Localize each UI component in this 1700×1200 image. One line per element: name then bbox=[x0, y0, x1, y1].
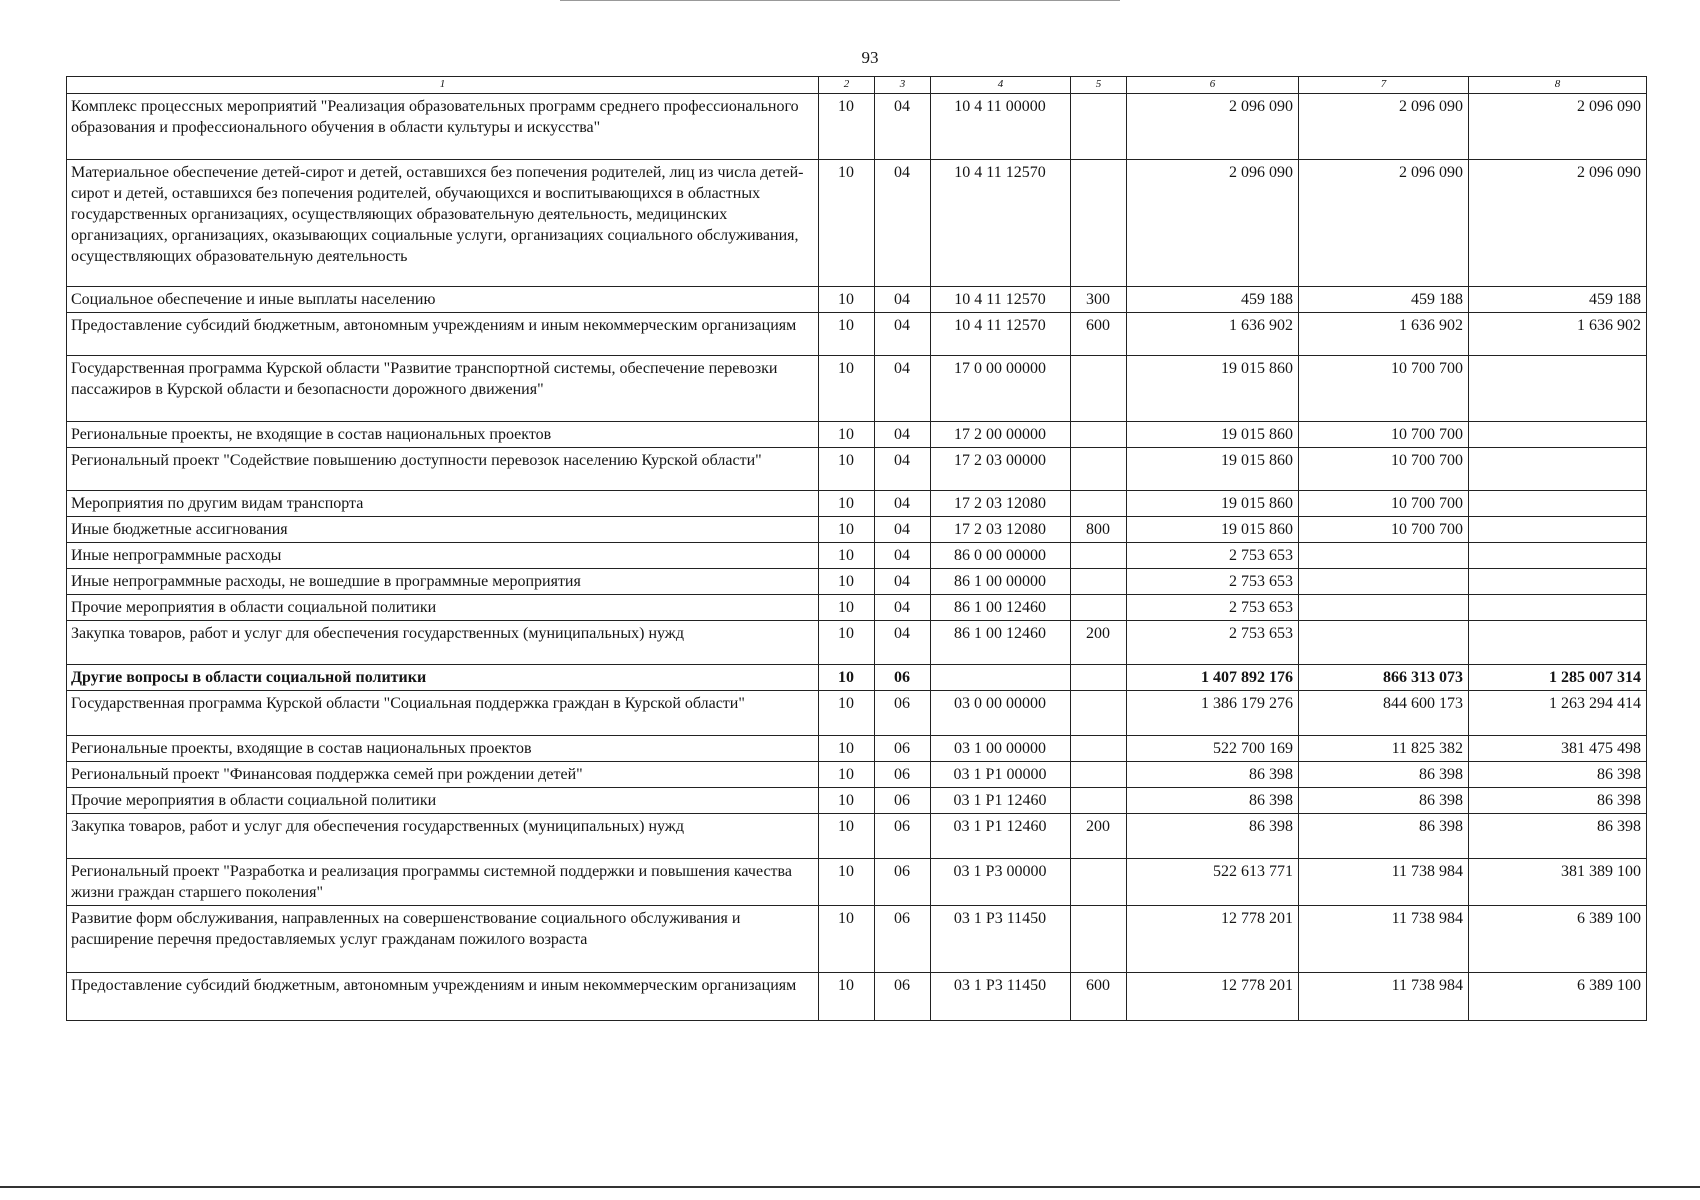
target-article-cell: 17 2 03 00000 bbox=[931, 448, 1071, 491]
amount-col6-cell: 86 398 bbox=[1127, 762, 1299, 788]
table-row bbox=[67, 94, 1647, 160]
expense-type-cell: 600 bbox=[1071, 313, 1127, 356]
amount-col8-cell: 1 636 902 bbox=[1469, 313, 1647, 356]
budget-table bbox=[66, 76, 1647, 1021]
subsection-code-cell: 04 bbox=[875, 491, 931, 517]
column-header: 4 bbox=[931, 77, 1071, 94]
amount-col7-cell bbox=[1299, 595, 1469, 621]
amount-col7-cell: 1 636 902 bbox=[1299, 313, 1469, 356]
subsection-code-cell: 06 bbox=[875, 691, 931, 736]
section-code-cell: 10 bbox=[819, 859, 875, 906]
section-code-cell: 10 bbox=[819, 906, 875, 973]
amount-col6-cell: 2 096 090 bbox=[1127, 94, 1299, 160]
target-article-cell: 17 2 00 00000 bbox=[931, 422, 1071, 448]
amount-col6-cell: 19 015 860 bbox=[1127, 517, 1299, 543]
amount-col7-cell: 10 700 700 bbox=[1299, 356, 1469, 422]
section-code-cell: 10 bbox=[819, 814, 875, 859]
amount-col6-cell: 459 188 bbox=[1127, 287, 1299, 313]
amount-col7-cell: 11 738 984 bbox=[1299, 859, 1469, 906]
table-row bbox=[67, 422, 1647, 448]
table-row bbox=[67, 691, 1647, 736]
target-article-cell: 03 1 P1 12460 bbox=[931, 814, 1071, 859]
page-number: 93 bbox=[861, 48, 879, 67]
amount-col8-cell: 6 389 100 bbox=[1469, 906, 1647, 973]
amount-col8-cell bbox=[1469, 569, 1647, 595]
expense-type-cell: 300 bbox=[1071, 287, 1127, 313]
target-article-cell bbox=[931, 665, 1071, 691]
amount-col7-cell bbox=[1299, 543, 1469, 569]
subsection-code-cell: 06 bbox=[875, 665, 931, 691]
amount-col8-cell bbox=[1469, 517, 1647, 543]
subsection-code-cell: 06 bbox=[875, 788, 931, 814]
row-name-cell: Предоставление субсидий бюджетным, автономным учреждениям и иным некоммерческим организациям bbox=[67, 313, 819, 356]
subsection-code-cell: 04 bbox=[875, 422, 931, 448]
section-code-cell: 10 bbox=[819, 788, 875, 814]
amount-col8-cell: 86 398 bbox=[1469, 762, 1647, 788]
amount-col8-cell bbox=[1469, 595, 1647, 621]
section-code-cell: 10 bbox=[819, 422, 875, 448]
table-row bbox=[67, 517, 1647, 543]
amount-col6-cell: 522 613 771 bbox=[1127, 859, 1299, 906]
expense-type-cell bbox=[1071, 491, 1127, 517]
amount-col8-cell: 86 398 bbox=[1469, 788, 1647, 814]
target-article-cell: 17 0 00 00000 bbox=[931, 356, 1071, 422]
table-row bbox=[67, 788, 1647, 814]
expense-type-cell bbox=[1071, 94, 1127, 160]
table-row bbox=[67, 665, 1647, 691]
section-code-cell: 10 bbox=[819, 313, 875, 356]
amount-col6-cell: 1 386 179 276 bbox=[1127, 691, 1299, 736]
target-article-cell: 86 1 00 12460 bbox=[931, 595, 1071, 621]
section-code-cell: 10 bbox=[819, 543, 875, 569]
table-row bbox=[67, 448, 1647, 491]
column-header: 5 bbox=[1071, 77, 1127, 94]
amount-col7-cell: 86 398 bbox=[1299, 762, 1469, 788]
section-code-cell: 10 bbox=[819, 762, 875, 788]
amount-col6-cell: 86 398 bbox=[1127, 788, 1299, 814]
subsection-code-cell: 04 bbox=[875, 448, 931, 491]
subsection-code-cell: 06 bbox=[875, 859, 931, 906]
subsection-code-cell: 04 bbox=[875, 517, 931, 543]
column-header: 2 bbox=[819, 77, 875, 94]
row-name-cell: Комплекс процессных мероприятий "Реализация образовательных программ среднего профессионального образования и профессионального обучения в области культуры и искусства" bbox=[67, 94, 819, 160]
amount-col8-cell bbox=[1469, 491, 1647, 517]
amount-col8-cell: 1 285 007 314 bbox=[1469, 665, 1647, 691]
amount-col6-cell: 12 778 201 bbox=[1127, 973, 1299, 1021]
row-name-cell: Региональные проекты, не входящие в состав национальных проектов bbox=[67, 422, 819, 448]
table-row bbox=[67, 621, 1647, 665]
amount-col6-cell: 2 753 653 bbox=[1127, 595, 1299, 621]
amount-col8-cell: 2 096 090 bbox=[1469, 160, 1647, 287]
target-article-cell: 03 1 P3 11450 bbox=[931, 906, 1071, 973]
amount-col6-cell: 19 015 860 bbox=[1127, 356, 1299, 422]
row-name-cell: Иные бюджетные ассигнования bbox=[67, 517, 819, 543]
scan-edge-line bbox=[560, 0, 1120, 1]
amount-col6-cell: 2 753 653 bbox=[1127, 569, 1299, 595]
amount-col6-cell: 2 753 653 bbox=[1127, 543, 1299, 569]
subsection-code-cell: 04 bbox=[875, 621, 931, 665]
target-article-cell: 03 1 P3 00000 bbox=[931, 859, 1071, 906]
amount-col7-cell: 10 700 700 bbox=[1299, 422, 1469, 448]
section-code-cell: 10 bbox=[819, 448, 875, 491]
table-body bbox=[67, 94, 1647, 1021]
amount-col6-cell: 12 778 201 bbox=[1127, 906, 1299, 973]
subsection-code-cell: 04 bbox=[875, 160, 931, 287]
table-row bbox=[67, 595, 1647, 621]
row-name-cell: Региональный проект "Разработка и реализация программы системной поддержки и повышения качества жизни граждан старшего поколения" bbox=[67, 859, 819, 906]
expense-type-cell bbox=[1071, 906, 1127, 973]
column-header: 3 bbox=[875, 77, 931, 94]
amount-col8-cell: 381 475 498 bbox=[1469, 736, 1647, 762]
column-header: 1 bbox=[67, 77, 819, 94]
budget-table-container bbox=[66, 76, 1646, 1021]
table-row bbox=[67, 287, 1647, 313]
row-name-cell: Иные непрограммные расходы bbox=[67, 543, 819, 569]
amount-col7-cell: 11 825 382 bbox=[1299, 736, 1469, 762]
row-name-cell: Развитие форм обслуживания, направленных на совершенствование социального обслуживания и расширение перечня предоставляемых услуг гражданам пожилого возраста bbox=[67, 906, 819, 973]
expense-type-cell: 800 bbox=[1071, 517, 1127, 543]
expense-type-cell bbox=[1071, 356, 1127, 422]
amount-col7-cell: 86 398 bbox=[1299, 788, 1469, 814]
table-row bbox=[67, 356, 1647, 422]
table-row bbox=[67, 160, 1647, 287]
amount-col7-cell: 11 738 984 bbox=[1299, 906, 1469, 973]
row-name-cell: Закупка товаров, работ и услуг для обеспечения государственных (муниципальных) нужд bbox=[67, 814, 819, 859]
amount-col8-cell bbox=[1469, 621, 1647, 665]
section-code-cell: 10 bbox=[819, 287, 875, 313]
row-name-cell: Материальное обеспечение детей-сирот и детей, оставшихся без попечения родителей, лиц из числа детей-сирот и детей, оставшихся без попечения родителей, обучающихся и воспитывающихся в областных государственных организациях, осуществляющих образовательную деятельность, медицинских организациях, организациях, оказывающих социальные услуги, организациях социального обслуживания, осуществляющих образовательную деятельность bbox=[67, 160, 819, 287]
subsection-code-cell: 04 bbox=[875, 287, 931, 313]
section-code-cell: 10 bbox=[819, 569, 875, 595]
expense-type-cell bbox=[1071, 569, 1127, 595]
row-name-cell: Закупка товаров, работ и услуг для обеспечения государственных (муниципальных) нужд bbox=[67, 621, 819, 665]
expense-type-cell bbox=[1071, 595, 1127, 621]
subsection-code-cell: 04 bbox=[875, 569, 931, 595]
row-name-cell: Региональные проекты, входящие в состав национальных проектов bbox=[67, 736, 819, 762]
amount-col6-cell: 19 015 860 bbox=[1127, 422, 1299, 448]
row-name-cell: Социальное обеспечение и иные выплаты населению bbox=[67, 287, 819, 313]
amount-col8-cell: 1 263 294 414 bbox=[1469, 691, 1647, 736]
amount-col7-cell bbox=[1299, 621, 1469, 665]
table-row bbox=[67, 569, 1647, 595]
column-header: 7 bbox=[1299, 77, 1469, 94]
amount-col8-cell bbox=[1469, 356, 1647, 422]
target-article-cell: 03 1 P1 12460 bbox=[931, 788, 1071, 814]
subsection-code-cell: 06 bbox=[875, 906, 931, 973]
subsection-code-cell: 06 bbox=[875, 762, 931, 788]
column-header: 8 bbox=[1469, 77, 1647, 94]
target-article-cell: 86 1 00 00000 bbox=[931, 569, 1071, 595]
amount-col8-cell: 86 398 bbox=[1469, 814, 1647, 859]
table-row bbox=[67, 313, 1647, 356]
amount-col6-cell: 2 096 090 bbox=[1127, 160, 1299, 287]
section-code-cell: 10 bbox=[819, 517, 875, 543]
amount-col6-cell: 19 015 860 bbox=[1127, 448, 1299, 491]
column-header: 6 bbox=[1127, 77, 1299, 94]
subsection-code-cell: 06 bbox=[875, 736, 931, 762]
subsection-code-cell: 06 bbox=[875, 973, 931, 1021]
expense-type-cell bbox=[1071, 762, 1127, 788]
amount-col7-cell: 866 313 073 bbox=[1299, 665, 1469, 691]
amount-col6-cell: 86 398 bbox=[1127, 814, 1299, 859]
section-code-cell: 10 bbox=[819, 491, 875, 517]
expense-type-cell bbox=[1071, 448, 1127, 491]
section-code-cell: 10 bbox=[819, 94, 875, 160]
row-name-cell: Государственная программа Курской области "Социальная поддержка граждан в Курской области" bbox=[67, 691, 819, 736]
amount-col8-cell: 459 188 bbox=[1469, 287, 1647, 313]
amount-col8-cell bbox=[1469, 543, 1647, 569]
amount-col6-cell: 1 407 892 176 bbox=[1127, 665, 1299, 691]
amount-col7-cell: 10 700 700 bbox=[1299, 448, 1469, 491]
row-name-cell: Региональный проект "Финансовая поддержка семей при рождении детей" bbox=[67, 762, 819, 788]
amount-col6-cell: 522 700 169 bbox=[1127, 736, 1299, 762]
expense-type-cell bbox=[1071, 160, 1127, 287]
row-name-cell: Другие вопросы в области социальной политики bbox=[67, 665, 819, 691]
table-row bbox=[67, 973, 1647, 1021]
amount-col8-cell bbox=[1469, 448, 1647, 491]
amount-col8-cell: 2 096 090 bbox=[1469, 94, 1647, 160]
subsection-code-cell: 04 bbox=[875, 356, 931, 422]
row-name-cell: Мероприятия по другим видам транспорта bbox=[67, 491, 819, 517]
row-name-cell: Предоставление субсидий бюджетным, автономным учреждениям и иным некоммерческим организациям bbox=[67, 973, 819, 1021]
expense-type-cell bbox=[1071, 788, 1127, 814]
amount-col6-cell: 19 015 860 bbox=[1127, 491, 1299, 517]
amount-col8-cell: 381 389 100 bbox=[1469, 859, 1647, 906]
amount-col7-cell: 10 700 700 bbox=[1299, 517, 1469, 543]
table-row bbox=[67, 906, 1647, 973]
amount-col7-cell: 10 700 700 bbox=[1299, 491, 1469, 517]
target-article-cell: 10 4 11 12570 bbox=[931, 160, 1071, 287]
expense-type-cell: 200 bbox=[1071, 621, 1127, 665]
section-code-cell: 10 bbox=[819, 595, 875, 621]
amount-col7-cell: 2 096 090 bbox=[1299, 94, 1469, 160]
expense-type-cell: 200 bbox=[1071, 814, 1127, 859]
expense-type-cell bbox=[1071, 543, 1127, 569]
target-article-cell: 86 1 00 12460 bbox=[931, 621, 1071, 665]
amount-col7-cell: 11 738 984 bbox=[1299, 973, 1469, 1021]
target-article-cell: 10 4 11 00000 bbox=[931, 94, 1071, 160]
amount-col6-cell: 2 753 653 bbox=[1127, 621, 1299, 665]
subsection-code-cell: 04 bbox=[875, 595, 931, 621]
table-row bbox=[67, 543, 1647, 569]
amount-col8-cell: 6 389 100 bbox=[1469, 973, 1647, 1021]
expense-type-cell: 600 bbox=[1071, 973, 1127, 1021]
row-name-cell: Прочие мероприятия в области социальной политики bbox=[67, 788, 819, 814]
target-article-cell: 03 1 P3 11450 bbox=[931, 973, 1071, 1021]
section-code-cell: 10 bbox=[819, 973, 875, 1021]
expense-type-cell bbox=[1071, 736, 1127, 762]
row-name-cell: Государственная программа Курской области "Развитие транспортной системы, обеспечение перевозки пассажиров в Курской области и безопасности дорожного движения" bbox=[67, 356, 819, 422]
table-row bbox=[67, 859, 1647, 906]
subsection-code-cell: 06 bbox=[875, 814, 931, 859]
expense-type-cell bbox=[1071, 665, 1127, 691]
target-article-cell: 03 1 P1 00000 bbox=[931, 762, 1071, 788]
amount-col8-cell bbox=[1469, 422, 1647, 448]
amount-col7-cell: 844 600 173 bbox=[1299, 691, 1469, 736]
target-article-cell: 86 0 00 00000 bbox=[931, 543, 1071, 569]
column-number-row bbox=[67, 77, 1647, 94]
subsection-code-cell: 04 bbox=[875, 543, 931, 569]
target-article-cell: 10 4 11 12570 bbox=[931, 313, 1071, 356]
table-row bbox=[67, 762, 1647, 788]
table-row bbox=[67, 491, 1647, 517]
section-code-cell: 10 bbox=[819, 621, 875, 665]
amount-col7-cell: 2 096 090 bbox=[1299, 160, 1469, 287]
amount-col7-cell: 459 188 bbox=[1299, 287, 1469, 313]
expense-type-cell bbox=[1071, 691, 1127, 736]
amount-col6-cell: 1 636 902 bbox=[1127, 313, 1299, 356]
section-code-cell: 10 bbox=[819, 665, 875, 691]
section-code-cell: 10 bbox=[819, 160, 875, 287]
section-code-cell: 10 bbox=[819, 736, 875, 762]
target-article-cell: 03 0 00 00000 bbox=[931, 691, 1071, 736]
table-row bbox=[67, 814, 1647, 859]
expense-type-cell bbox=[1071, 422, 1127, 448]
target-article-cell: 17 2 03 12080 bbox=[931, 517, 1071, 543]
target-article-cell: 10 4 11 12570 bbox=[931, 287, 1071, 313]
section-code-cell: 10 bbox=[819, 691, 875, 736]
row-name-cell: Иные непрограммные расходы, не вошедшие в программные мероприятия bbox=[67, 569, 819, 595]
target-article-cell: 17 2 03 12080 bbox=[931, 491, 1071, 517]
row-name-cell: Прочие мероприятия в области социальной политики bbox=[67, 595, 819, 621]
subsection-code-cell: 04 bbox=[875, 313, 931, 356]
scan-bottom-edge bbox=[0, 1186, 1700, 1188]
expense-type-cell bbox=[1071, 859, 1127, 906]
table-row bbox=[67, 736, 1647, 762]
target-article-cell: 03 1 00 00000 bbox=[931, 736, 1071, 762]
row-name-cell: Региональный проект "Содействие повышению доступности перевозок населению Курской области" bbox=[67, 448, 819, 491]
subsection-code-cell: 04 bbox=[875, 94, 931, 160]
amount-col7-cell bbox=[1299, 569, 1469, 595]
section-code-cell: 10 bbox=[819, 356, 875, 422]
amount-col7-cell: 86 398 bbox=[1299, 814, 1469, 859]
